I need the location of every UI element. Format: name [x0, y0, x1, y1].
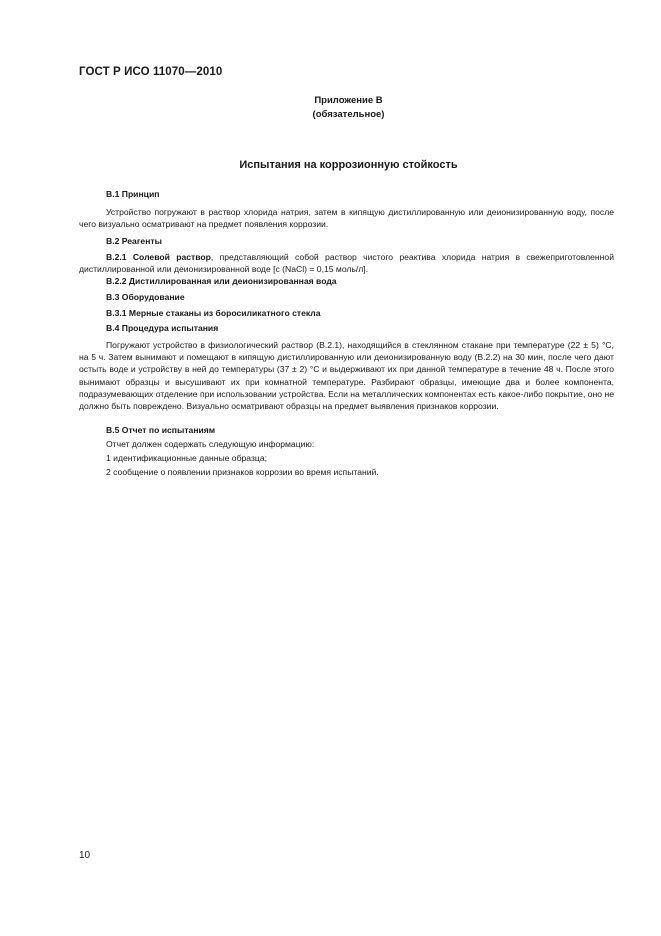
section-b21-text: , представляющий собой раствор чистого реактива хлорида натрия в свежеприготовленной дистиллированной или деионизированной воде [c (NaCl) = 0,15 моль/л].: [79, 252, 614, 275]
annex-status: (обязательное): [312, 109, 385, 120]
section-b5-heading: В.5 Отчет по испытаниям: [106, 425, 216, 435]
annex-title: Приложение В: [314, 95, 383, 106]
standard-designation: ГОСТ Р ИСО 11070—2010: [79, 66, 223, 78]
section-b5-intro: Отчет должен содержать следующую информацию:: [106, 439, 315, 449]
list-item: 2 сообщение о появлении признаков коррозии во время испытаний.: [106, 467, 379, 477]
section-b1-heading: В.1 Принцип: [106, 189, 160, 199]
list-item: 1 идентификационные данные образца;: [106, 453, 268, 463]
section-b4-text: Погружают устройство в физиологический раствор (В.2.1), находящийся в стеклянном стакане при температуре (22 ± 5) °С, на 5 ч. Затем вынимают и помещают в кипящую дистиллированную или деионизированную воду (В.2.2) на 30 мин, после чего дают остыть воде и устройству в ней до температуры (37 ± 2) °С и выдерживают их при данной температуре в течение 48 ч. После этого вынимают образцы и высушивают их при комнатной температуре. Разбирают образцы, имеющие два и более компонента, подразумевающих отделение при использовании устройства. Если на металлических компонентах есть какое-либо покрытие, оно не должно быть повреждено. Визуально осматривают образцы на предмет выявления признаков коррозии.: [79, 340, 614, 412]
section-b31-heading: В.3.1 Мерные стаканы из боросиликатного стекла: [106, 308, 321, 318]
section-b1-text: Устройство погружают в раствор хлорида натрия, затем в кипящую дистиллированную или деионизированную воду, после чего визуально осматривают на предмет появления коррозии.: [79, 207, 614, 230]
main-title: Испытания на коррозионную стойкость: [239, 159, 458, 171]
section-b21-paragraph: [79, 251, 614, 275]
section-b22-heading: В.2.2 Дистиллированная или деионизированная вода: [106, 276, 337, 286]
section-b21-label: В.2.1 Солевой раствор: [106, 252, 211, 262]
section-b4-heading: В.4 Процедура испытания: [106, 323, 219, 333]
section-b3-heading: В.3 Оборудование: [106, 292, 185, 302]
section-b2-heading: В.2 Реагенты: [106, 236, 162, 246]
page-number: 10: [79, 850, 91, 861]
